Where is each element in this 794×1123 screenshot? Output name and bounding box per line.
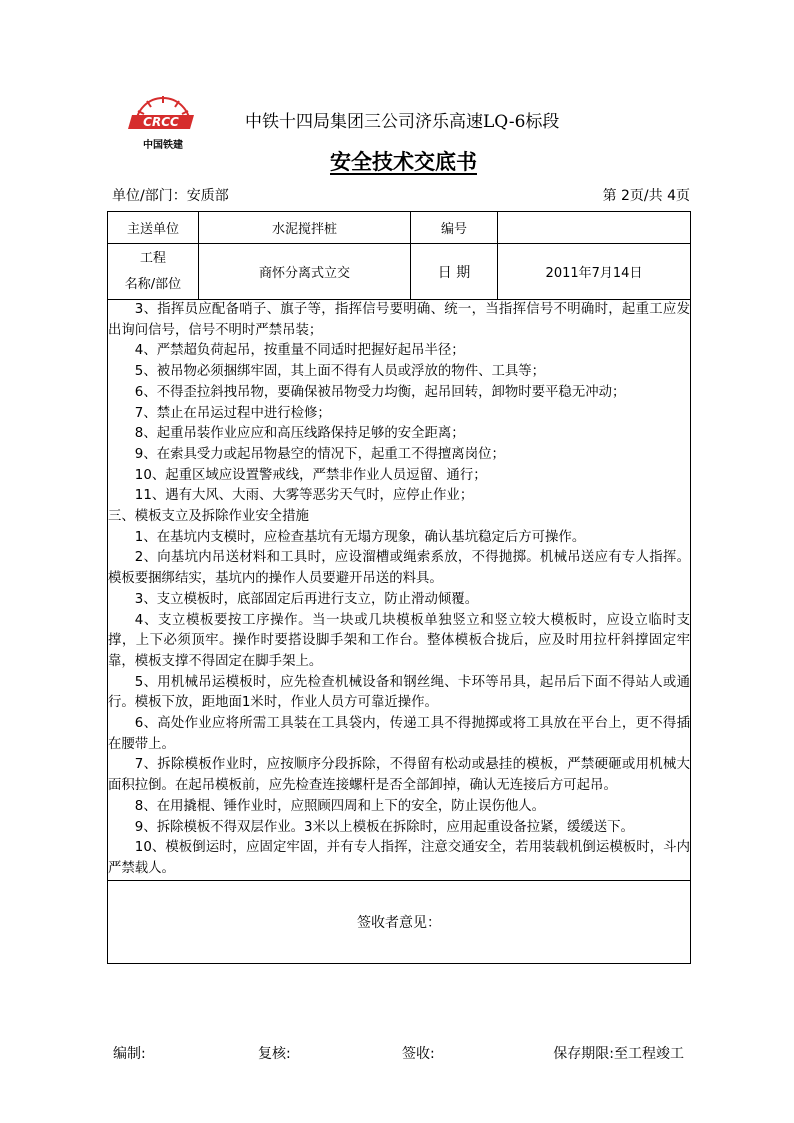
content-paragraph: 9、在索具受力或起吊物悬空的情况下，起重工不得擅离岗位； [134, 446, 505, 462]
content-paragraph: 3、支立模板时，底部固定后再进行支立，防止滑动倾覆。 [134, 591, 479, 607]
logo-subtext: 中国铁建 [143, 140, 183, 151]
sender-label: 主送单位 [108, 212, 199, 244]
project-label-line2: 名称/部位 [124, 276, 182, 292]
content-paragraph: 8、起重吊装作业应应和高压线路保持足够的安全距离； [134, 426, 465, 442]
content-paragraph: 3、指挥员应配备哨子、旗子等，指挥信号要明确、统一，当指挥信号不明确时，起重工应发出询问信号，信号不明时严禁吊装； [108, 302, 690, 338]
unit-value: 安质部 [186, 188, 229, 204]
content-paragraph: 2、向基坑内吊送材料和工具时，应设溜槽或绳索系放，不得抛掷。机械吊送应有专人指挥。模板要捆绑结实，基坑内的操作人员要避开吊送的料具。 [108, 550, 690, 587]
disclosure-table [107, 211, 691, 964]
content-body [108, 300, 691, 881]
content-paragraph: 1、在基坑内支模时，应检查基坑有无塌方现象，确认基坑稳定后方可操作。 [134, 529, 586, 545]
receiver-row [108, 880, 691, 963]
content-paragraph: 8、在用撬棍、锤作业时，应照顾四周和上下的安全，防止误伤他人。 [134, 798, 546, 814]
content-paragraph: 4、严禁超负荷起吊，按重量不同适时把握好起吊半径； [134, 343, 465, 359]
company-logo [126, 93, 200, 151]
sender-value: 水泥搅拌桩 [199, 212, 411, 244]
content-paragraph: 4、支立模板要按工序操作。当一块或几块模板单独竖立和竖立较大模板时，应设立临时支撑，上下必须顶牢。操作时要搭设脚手架和工作台。整体模板合拢后，应及时用拉杆斜撑固定牢靠，模板支撑不得固定在脚手架上。 [108, 612, 690, 669]
unit-label: 单位/部门： [112, 188, 187, 204]
sender-row [108, 212, 691, 244]
unit-department [112, 185, 229, 205]
content-paragraph: 6、不得歪拉斜拽吊物，要确保被吊物受力均衡，起吊回转，卸物时要平稳无冲动； [134, 384, 626, 400]
content-paragraph: 5、被吊物必须捆绑牢固，其上面不得有人员或浮放的物件、工具等； [134, 364, 546, 380]
content-row [108, 300, 691, 881]
content-paragraph: 9、拆除模板不得双层作业。3米以上模板在拆除时，应用起重设备拉紧，缓缓送下。 [134, 819, 634, 835]
content-paragraph: 6、高处作业应将所需工具装在工具袋内，传递工具不得抛掷或将工具放在平台上，更不得插在腰带上。 [108, 716, 690, 752]
logo-text: CRCC [143, 115, 179, 129]
project-label-line1: 工程 [139, 250, 166, 266]
document-title: 安全技术交底书 [330, 149, 477, 174]
project-label [108, 244, 199, 300]
footer-reviewer: 复核: [258, 1046, 291, 1062]
content-paragraph: 10、模板倒运时，应固定牢固，并有专人指挥，注意交通安全，若用装载机倒运模板时，斗内严禁载人。 [108, 840, 690, 876]
date-value: 2011年7月14日 [498, 244, 691, 300]
crcc-logo-icon [126, 93, 200, 151]
project-row [108, 244, 691, 300]
section-heading: 三、模板支立及拆除作业安全措施 [108, 509, 309, 525]
receiver-opinion [108, 880, 691, 963]
project-value: 商怀分离式立交 [199, 244, 411, 300]
footer-editor: 编制: [113, 1046, 146, 1062]
footer-signer: 签收: [402, 1046, 435, 1062]
number-label: 编号 [411, 212, 498, 244]
receiver-label: 签收者意见： [357, 914, 441, 931]
page-indicator: 第 2页/共 4页 [602, 188, 690, 204]
content-paragraph: 11、遇有大风、大雨、大雾等恶劣天气时，应停止作业； [134, 488, 474, 504]
content-paragraph: 10、起重区域应设置警戒线，严禁非作业人员逗留、通行； [134, 467, 487, 483]
content-paragraph: 5、用机械吊运模板时，应先检查机械设备和钢丝绳、卡环等吊具，起吊后下面不得站人或通行。模板下放，距地面1米时，作业人员方可靠近操作。 [108, 674, 690, 711]
content-paragraph: 7、拆除模板作业时，应按顺序分段拆除，不得留有松动或悬挂的模板，严禁硬砸或用机械大面积拉倒。在起吊模板前，应先检查连接螺杆是否全部卸掉，确认无连接后方可起吊。 [108, 757, 690, 794]
number-value [498, 212, 691, 244]
date-label: 日 期 [411, 244, 498, 300]
company-name: 中铁十四局集团三公司济乐高速LQ-6标段 [245, 112, 560, 132]
footer-retention: 保存期限:至工程竣工 [553, 1046, 684, 1062]
content-paragraph: 7、禁止在吊运过程中进行检修； [134, 405, 331, 421]
